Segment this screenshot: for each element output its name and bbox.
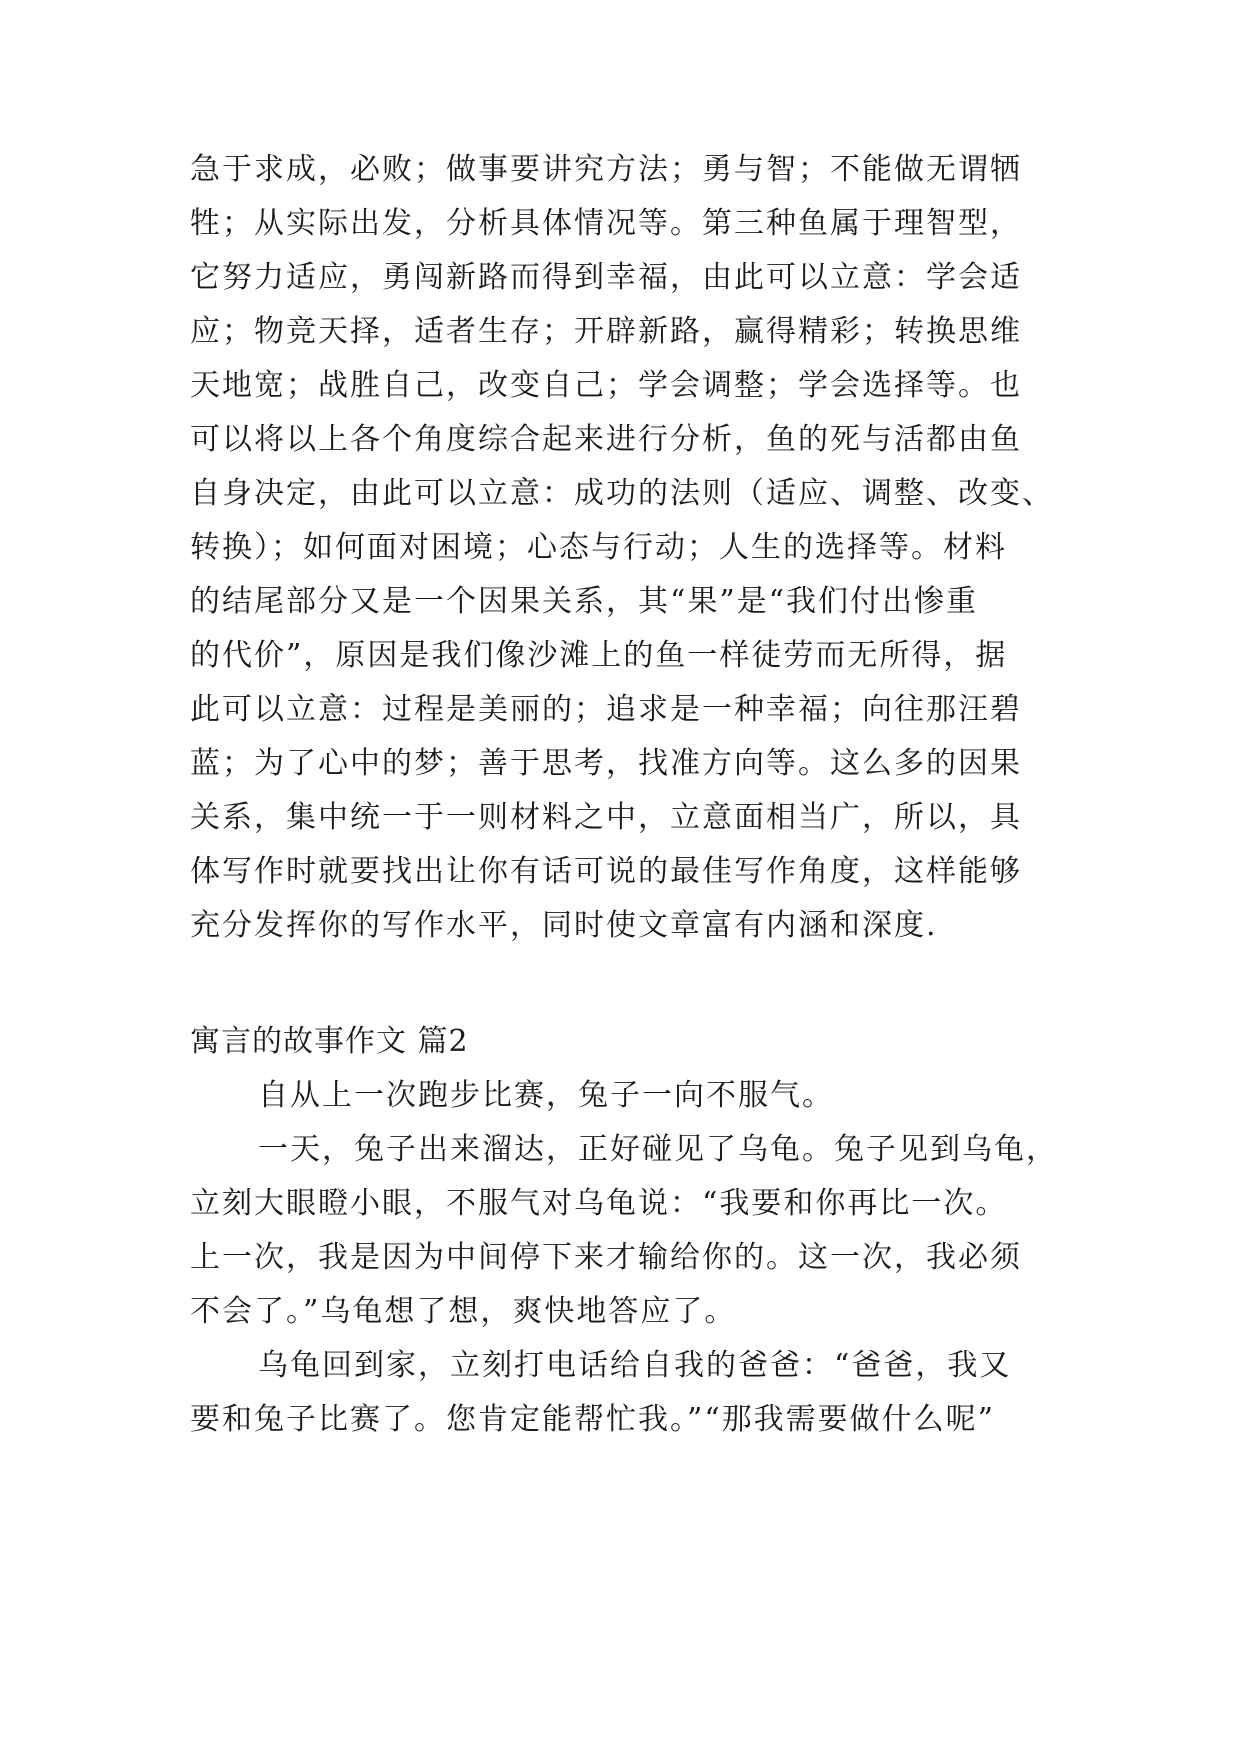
paragraph-line: 蓝；为了心中的梦；善于思考，找准方向等。这么多的因果 [190, 746, 1022, 781]
paragraph-line: 的结尾部分又是一个因果关系，其“果”是“我们付出惨重 [190, 584, 979, 619]
paragraph-line: 急于求成，必败；做事要讲究方法；勇与智；不能做无谓牺 [190, 152, 1022, 187]
paragraph-line: 一天，兔子出来溜达，正好碰见了乌龟。兔子见到乌龟， [258, 1132, 1058, 1167]
paragraph-line: 天地宽；战胜自己，改变自己；学会调整；学会选择等。也 [190, 368, 1022, 403]
paragraph-line: 自身决定，由此可以立意：成功的法则（适应、调整、改变、 [190, 476, 1054, 511]
paragraph-line: 要和兔子比赛了。您肯定能帮忙我。”“那我需要做什么呢” [190, 1402, 996, 1437]
paragraph-line: 可以将以上各个角度综合起来进行分析，鱼的死与活都由鱼 [190, 422, 1022, 457]
paragraph-line: 的代价”，原因是我们像沙滩上的鱼一样徒劳而无所得，据 [190, 638, 1008, 673]
paragraph-line: 它努力适应，勇闯新路而得到幸福，由此可以立意：学会适 [190, 260, 1022, 295]
paragraph-line: 牲；从实际出发，分析具体情况等。第三种鱼属于理智型， [190, 206, 1022, 241]
paragraph-line: 不会了。”乌龟想了想，爽快地答应了。 [190, 1294, 737, 1329]
paragraph-line: 充分发挥你的写作水平，同时使文章富有内涵和深度. [190, 908, 938, 943]
paragraph-line: 体写作时就要找出让你有话可说的最佳写作角度，这样能够 [190, 854, 1022, 889]
section-heading: 寓言的故事作文 篇2 [190, 1024, 469, 1059]
paragraph-line: 此可以立意：过程是美丽的；追求是一种幸福；向往那汪碧 [190, 692, 1022, 727]
paragraph-line: 关系，集中统一于一则材料之中，立意面相当广，所以，具 [190, 800, 1022, 835]
paragraph-line: 乌龟回到家，立刻打电话给自我的爸爸：“爸爸，我又 [258, 1348, 1012, 1383]
paragraph-line: 自从上一次跑步比赛，兔子一向不服气。 [258, 1078, 834, 1113]
paragraph-line: 转换）；如何面对困境；心态与行动；人生的选择等。材料 [190, 530, 1007, 565]
paragraph-line: 应；物竞天择，适者生存；开辟新路，赢得精彩；转换思维 [190, 314, 1022, 349]
paragraph-line: 立刻大眼瞪小眼，不服气对乌龟说：“我要和你再比一次。 [190, 1186, 1008, 1221]
paragraph-line: 上一次，我是因为中间停下来才输给你的。这一次，我必须 [190, 1240, 1022, 1275]
